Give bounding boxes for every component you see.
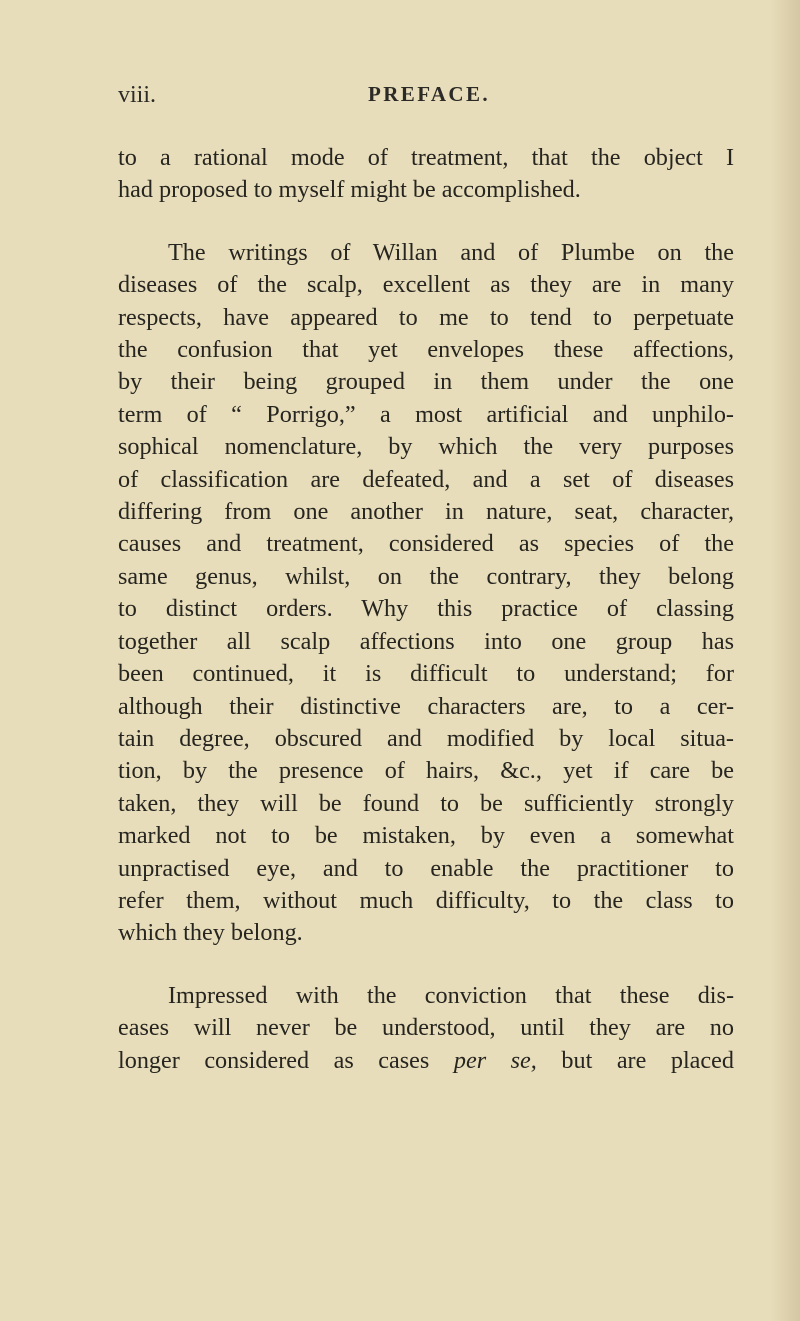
text-line: which they belong. <box>118 919 303 947</box>
text-line: been continued, it is difficult to understand; for <box>118 660 734 688</box>
text-line: respects, have appeared to me to tend to perpetuate <box>118 303 734 331</box>
text-line: refer them, without much difficulty, to the class to <box>118 886 734 914</box>
body-text <box>118 142 734 1077</box>
page-header <box>118 82 718 112</box>
text-line: by their being grouped in them under the one <box>118 368 734 396</box>
text-line: Impressed with the conviction that these dis- <box>168 981 734 1009</box>
page-number: viii. <box>118 82 157 108</box>
text-line: term of “ Porrigo,” a most artificial and unphilo- <box>118 400 734 428</box>
text-line: taken, they will be found to be sufficiently strongly <box>118 789 734 817</box>
text-fragment: but are placed <box>536 1046 734 1074</box>
text-line: same genus, whilst, on the contrary, they belong <box>118 562 734 590</box>
text-line: eases will never be understood, until they are no <box>118 1014 734 1042</box>
text-line: the confusion that yet envelopes these affections, <box>118 336 734 364</box>
text-line: tain degree, obscured and modified by local situa- <box>118 724 734 752</box>
text-line: although their distinctive characters are, to a cer- <box>118 692 734 720</box>
text-line: to a rational mode of treatment, that the object I <box>118 144 734 171</box>
paragraph-2 <box>118 237 734 950</box>
text-fragment: longer considered as cases <box>118 1046 454 1074</box>
running-head: PREFACE. <box>368 82 491 106</box>
text-line: The writings of Willan and of Plumbe on the <box>168 238 734 266</box>
paragraph-3 <box>118 980 734 1077</box>
text-line: marked not to be mistaken, by even a somewhat <box>118 822 734 850</box>
text-line: of classification are defeated, and a set of diseases <box>118 465 734 493</box>
text-line <box>118 1045 734 1077</box>
italic-phrase: per se, <box>453 1046 537 1074</box>
text-line: unpractised eye, and to enable the practitioner to <box>118 854 734 882</box>
text-line: had proposed to myself might be accomplished. <box>118 176 581 204</box>
text-line: diseases of the scalp, excellent as they are in many <box>118 271 734 299</box>
text-line: tion, by the presence of hairs, &c., yet if care be <box>118 757 734 785</box>
text-line: differing from one another in nature, seat, character, <box>118 498 734 526</box>
text-line: sophical nomenclature, by which the very purposes <box>118 433 734 461</box>
text-line: together all scalp affections into one group has <box>118 627 734 655</box>
text-line: causes and treatment, considered as species of the <box>118 530 734 558</box>
text-line: to distinct orders. Why this practice of classing <box>118 595 734 623</box>
paragraph-1 <box>118 142 734 207</box>
